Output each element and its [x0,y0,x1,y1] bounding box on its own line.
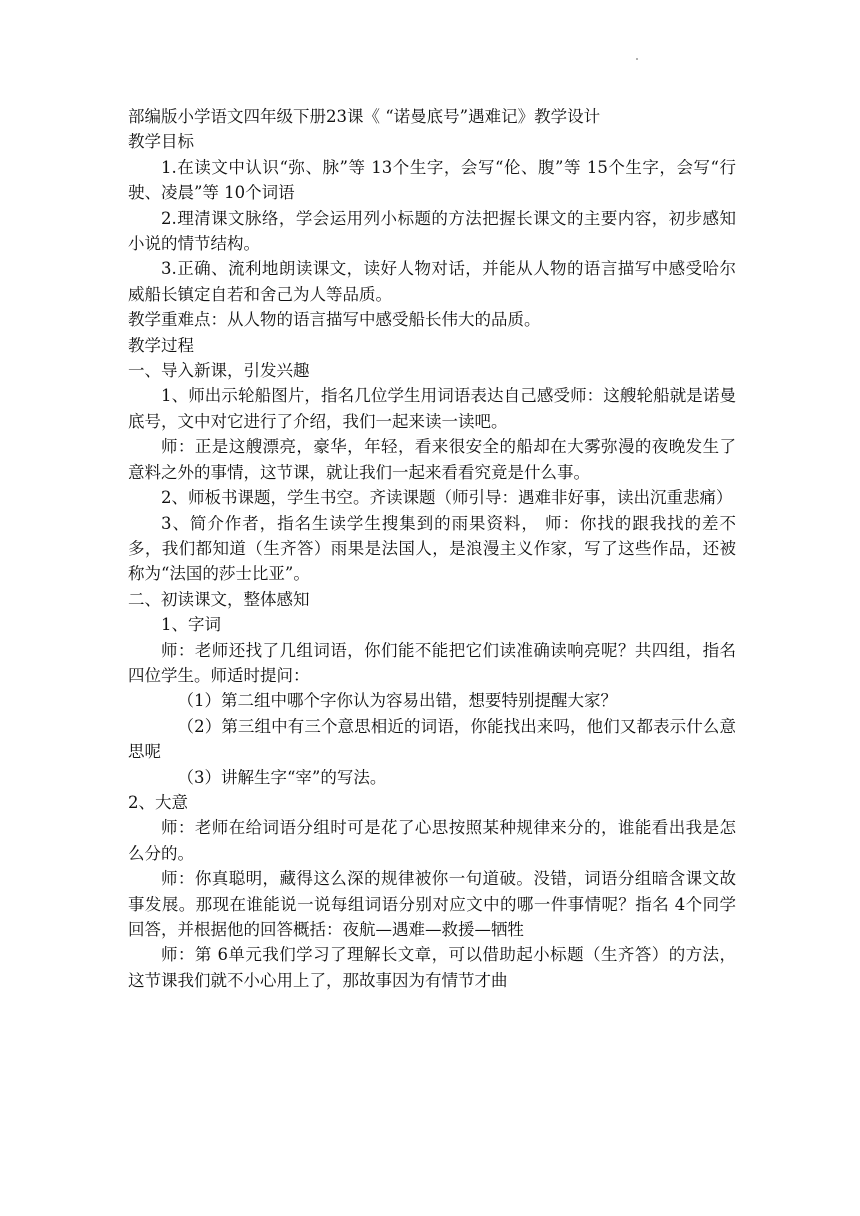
section1-paragraph-1: 1、师出示轮船图片，指名几位学生用词语表达自己感受师：这艘轮船就是诺曼底号，文中对它进行了介绍，我们一起来读一读吧。 [128,386,736,431]
scan-speck [636,58,638,60]
section2-paragraph-4: 师：第 6单元我们学习了理解长文章，可以借助起小标题（生齐答）的方法，这节课我们就不小心用上了，那故事因为有情节才曲 [128,945,736,990]
section2-heading: 二、初读课文，整体感知 [128,589,310,609]
document-page [128,104,736,993]
section1-paragraph-3: 2、师板书课题，学生书空。齐读课题（师引导：遇难非好事，读出沉重悲痛） [161,488,733,508]
process-heading: 教学过程 [128,335,194,355]
section2-paragraph-1: 师：老师还找了几组词语，你们能不能把它们读准确读响亮呢？共四组，指名四位学生。师适时提问： [128,640,736,685]
goal-item-1: 1.在读文中认识“弥、脉”等 13个生字，会写“伦、腹”等 15个生字，会写“行驶、凌晨”等 10个词语 [128,157,736,203]
section2-subheading-1: 1、字词 [161,615,221,635]
section2-question-2: （2）第三组中有三个意思相近的词语，你能找出来吗，他们又都表示什么意思呢 [128,716,736,762]
section2-question-3: （3）讲解生字“宰”的写法。 [177,767,387,787]
goal-item-2: 2.理清课文脉络，学会运用列小标题的方法把握长课文的主要内容，初步感知小说的情节结构。 [128,208,736,254]
section2-question-1: （1）第二组中哪个字你认为容易出错，想要特别提醒大家？ [177,691,617,711]
section2-subheading-2: 2、大意 [128,792,188,812]
section2-paragraph-2: 师：老师在给词语分组时可是花了心思按照某种规律来分的，谁能看出我是怎么分的。 [128,818,736,863]
section1-heading: 一、导入新课，引发兴趣 [128,361,310,381]
goals-heading: 教学目标 [128,132,194,152]
key-points: 教学重难点：从人物的语言描写中感受船长伟大的品质。 [128,310,541,330]
goal-item-3: 3.正确、流利地朗读课文，读好人物对话，并能从人物的语言描写中感受哈尔威船长镇定自若和舍己为人等品质。 [128,259,736,304]
document-title: 部编版小学语文四年级下册23课《 “诺曼底号”遇难记》教学设计 [128,107,601,126]
section1-paragraph-2: 师：正是这艘漂亮，豪华，年轻，看来很安全的船却在大雾弥漫的夜晚发生了意料之外的事情，这节课，就让我们一起来看看究竟是什么事。 [128,437,736,482]
section1-paragraph-4: 3、简介作者，指名生读学生搜集到的雨果资料， 师：你找的跟我找的差不多，我们都知道（生齐答）雨果是法国人，是浪漫主义作家，写了这些作品，还被称为“法国的莎士比亚”。 [128,513,736,584]
section2-paragraph-3: 师：你真聪明，藏得这么深的规律被你一句道破。没错，词语分组暗含课文故事发展。那现在谁能说一说每组词语分别对应文中的哪一件事情呢？指名 4个同学回答，并根据他的回答概括：夜航—遇难—救援—牺牲 [128,869,736,939]
